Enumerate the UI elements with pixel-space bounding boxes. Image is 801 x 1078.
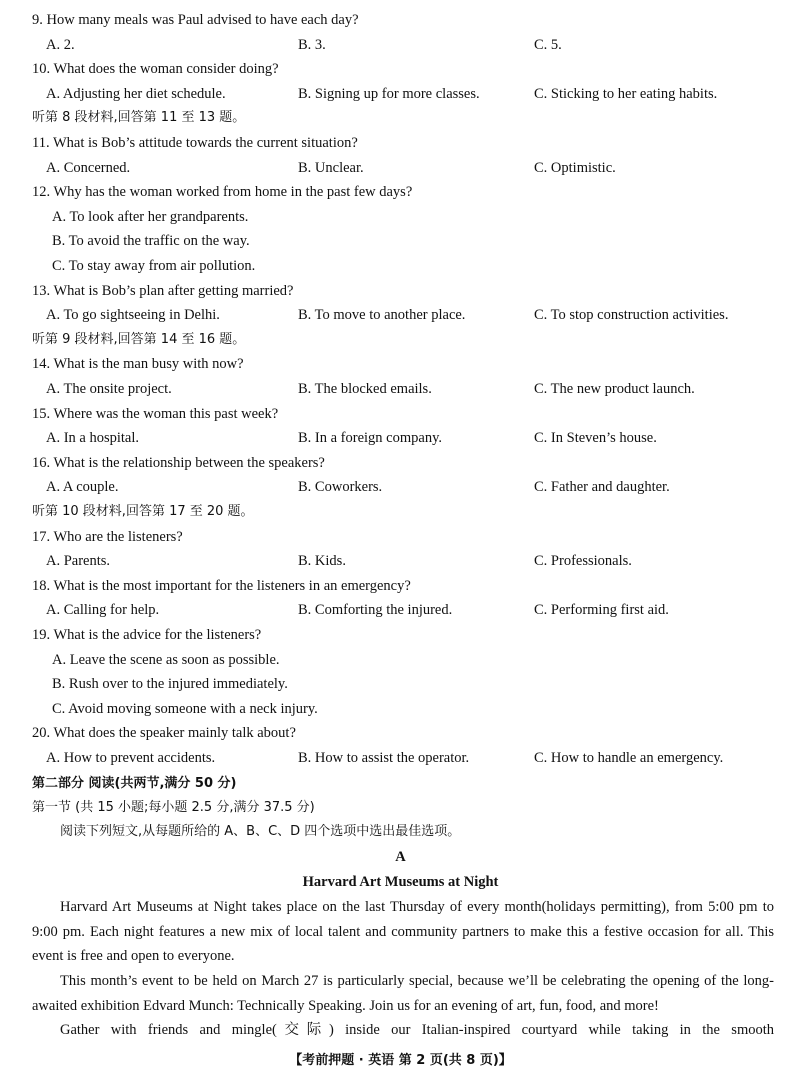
- option-c: C. Optimistic.: [534, 159, 616, 176]
- question-stem: 10. What does the woman consider doing?: [32, 61, 279, 78]
- question-stem: 11. What is Bob’s attitude towards the current situation?: [32, 135, 358, 151]
- option-a: A. How to prevent accidents.: [46, 750, 216, 766]
- material-heading: 听第 10 段材料,回答第 17 至 20 题。: [32, 504, 254, 519]
- option-b: B. The blocked emails.: [298, 381, 432, 397]
- options-row: [0, 475, 801, 499]
- option-line: C. Avoid moving someone with a neck injury.: [52, 700, 318, 717]
- options-row: [0, 377, 801, 401]
- option-a: A. 2.: [46, 36, 75, 53]
- question-stem: 19. What is the advice for the listeners?: [32, 627, 262, 643]
- material-heading: 听第 9 段材料,回答第 14 至 16 题。: [32, 331, 246, 347]
- question-stem: 20. What does the speaker mainly talk about?: [32, 725, 296, 742]
- option-c: C. 5.: [534, 36, 562, 53]
- option-c: C. The new product launch.: [534, 381, 695, 397]
- option-a: A. A couple.: [46, 479, 119, 496]
- option-b: B. 3.: [298, 36, 326, 53]
- option-b: B. Kids.: [298, 553, 346, 570]
- options-row: [0, 303, 801, 327]
- option-a: A. Concerned.: [46, 159, 131, 176]
- option-line: C. To stay away from air pollution.: [52, 258, 256, 274]
- option-line: B. To avoid the traffic on the way.: [52, 233, 250, 250]
- question-stem: 16. What is the relationship between the speakers?: [32, 454, 325, 471]
- options-row: [0, 549, 801, 573]
- options-row: [0, 426, 801, 450]
- section1-heading: 第一节 (共 15 小题;每小题 2.5 分,满分 37.5 分): [32, 800, 315, 815]
- option-line: B. Rush over to the injured immediately.: [52, 676, 288, 693]
- option-line: A. To look after her grandparents.: [52, 208, 249, 225]
- options-row: [0, 156, 801, 180]
- page-footer: 【考前押题 · 英语 第 2 页(共 8 页)】: [289, 1053, 512, 1068]
- option-b: B. Unclear.: [298, 159, 364, 176]
- options-row: [0, 33, 801, 57]
- question-stem: 14. What is the man busy with now?: [32, 356, 244, 373]
- question-stem: 9. How many meals was Paul advised to have each day?: [32, 12, 359, 28]
- passage-paragraph-3: Gather with friends and mingle(交际) inside our Italian-inspired courtyard while taking in the smooth: [60, 1022, 774, 1038]
- options-row: [0, 82, 801, 106]
- option-c: C. In Steven’s house.: [534, 430, 657, 447]
- option-c: C. How to handle an emergency.: [534, 750, 724, 766]
- question-stem: 13. What is Bob’s plan after getting married?: [32, 282, 294, 299]
- option-b: B. How to assist the operator.: [298, 750, 470, 766]
- option-a: A. The onsite project.: [46, 381, 172, 397]
- question-stem: 17. Who are the listeners?: [32, 528, 183, 545]
- option-line: A. Leave the scene as soon as possible.: [52, 651, 280, 668]
- option-b: B. Coworkers.: [298, 479, 383, 496]
- option-c: C. Father and daughter.: [534, 479, 670, 496]
- option-a: A. In a hospital.: [46, 430, 140, 447]
- option-b: B. In a foreign company.: [298, 430, 443, 447]
- option-a: A. To go sightseeing in Delhi.: [46, 307, 220, 324]
- question-stem: 18. What is the most important for the listeners in an emergency?: [32, 577, 411, 594]
- option-c: C. Performing first aid.: [534, 602, 669, 619]
- material-heading: 听第 8 段材料,回答第 11 至 13 题。: [32, 110, 246, 126]
- question-stem: 15. Where was the woman this past week?: [32, 405, 279, 422]
- option-a: A. Parents.: [46, 553, 111, 570]
- options-row: [0, 598, 801, 622]
- option-b: B. To move to another place.: [298, 307, 466, 324]
- option-c: C. Professionals.: [534, 553, 632, 570]
- passage-letter: A: [395, 849, 406, 865]
- passage-paragraph-1: Harvard Art Museums at Night takes place on the last Thursday of every month(holidays permitting), from 5:00 pm to 9:00 pm. Each night features a new mix of local talent and community partners to make this a festive occasion for all. This event is free and open to everyone.: [32, 899, 774, 964]
- question-stem: 12. Why has the woman worked from home in the past few days?: [32, 184, 413, 201]
- options-row: [0, 746, 801, 770]
- part2-heading: 第二部分 阅读(共两节,满分 50 分): [32, 776, 237, 791]
- reading-instruction: 阅读下列短文,从每题所给的 A、B、C、D 四个选项中选出最佳选项。: [60, 824, 461, 839]
- option-a: A. Adjusting her diet schedule.: [46, 85, 226, 102]
- passage-title: Harvard Art Museums at Night: [302, 874, 499, 890]
- option-b: B. Comforting the injured.: [298, 602, 453, 619]
- option-b: B. Signing up for more classes.: [298, 85, 480, 102]
- passage-paragraph-2: This month’s event to be held on March 27 is particularly special, because we’ll be celebrating the opening of the long-awaited exhibition Edvard Munch: Technically Speaking. Join us for an evening of art, fun, food, and more!: [32, 973, 774, 1014]
- option-c: C. To stop construction activities.: [534, 307, 729, 324]
- option-a: A. Calling for help.: [46, 602, 160, 619]
- option-c: C. Sticking to her eating habits.: [534, 85, 718, 102]
